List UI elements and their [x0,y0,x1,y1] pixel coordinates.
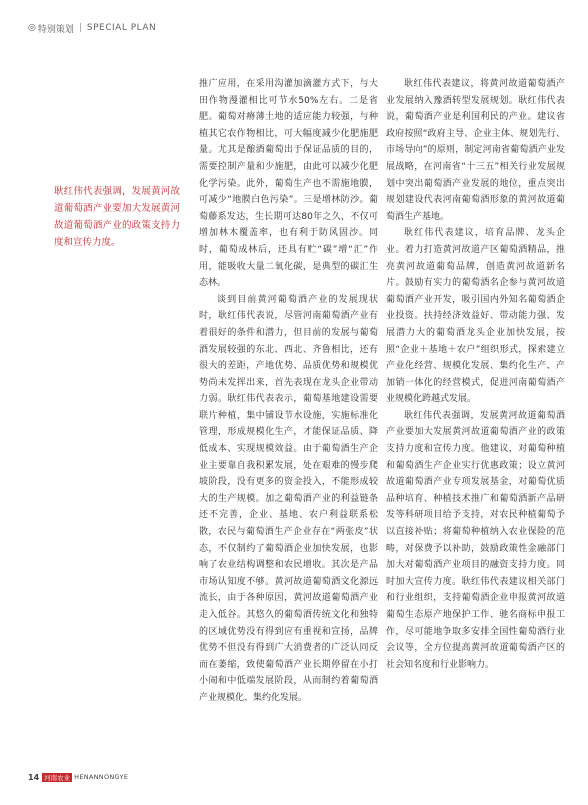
paragraph: 推广应用，在采用沟灌加滴灌方式下，与大田作物漫灌相比可节水50%左右。二是省肥。葡萄对瘠薄土地的适应能力较强，与种植其它农作物相比，可大幅度减少化肥施肥量。尤其是酿酒葡萄出于保证品质的目的，需要控制产量和少施肥，由此可以减少化肥化学污染。此外，葡萄生产也不需施地膜，可减少“地膜白色污染”。三是增林防沙。葡萄藤系发达，生长期可达80年之久，不仅可增加林木覆盖率，也有利于防风固沙。同时，葡萄成林后，还具有贮“碳”增“汇”作用，能吸收大量二氧化碳，是典型的碳汇生态林。 [199,79,378,289]
page-number: 14 [28,772,40,782]
section-title-cn: 特别策划 [37,24,74,35]
text-column-1 [199,76,378,707]
page-footer [28,771,128,783]
magazine-name-en: HENANNONGYE [74,773,129,781]
pull-quote: 耿红伟代表强调，发展黄河故道葡萄酒产业要加大发展黄河故道葡萄酒产业的政策支持力度和宣传力度。 [54,186,180,248]
text-column-2 [386,76,565,673]
page-header [28,20,156,36]
header-separator: | [78,23,82,33]
section-title-en: SPECIAL PLAN [86,23,157,33]
magazine-logo: 河南农业 [44,773,71,782]
paragraph: 耿红伟代表强调，发展黄河故道葡萄酒产业要加大发展黄河故道葡萄酒产业的政策支持力度和宣传力度。他建议，对葡萄种植和葡萄酒生产企业实行优惠政策；设立黄河故道葡萄酒产业专项发展基金，对葡萄优质品种培育、种植技术推广和葡萄酒新产品研发等科研项目给予支持，对农民种植葡萄予以直接补贴；将葡萄种植纳入农业保险的范畴，对保费予以补助，鼓励政策性金融部门加大对葡萄酒产业项目的融资支持力度。同时加大宣传力度。耿红伟代表建议相关部门和行业组织，支持葡萄酒企业申报黄河故道葡萄生态原产地保护工作、驰名商标申报工作，尽可能地争取多安排全国性葡萄酒行业会议等，全方位提高黄河故道葡萄酒产区的社会知名度和行业影响力。 [386,410,565,670]
paragraph: 耿红伟代表建议，培育品牌、龙头企业。着力打造黄河故道产区葡萄酒精品，推亮黄河故道葡萄品牌，创造黄河故道新名片。鼓励有实力的葡萄酒名企参与黄河故道葡萄酒产业开发，吸引国内外知名葡萄酒企业投资。扶持经济效益好、带动能力强、发展潜力大的葡萄酒龙头企业加快发展，按照“企业＋基地＋农户”组织形式，探索建立产业化经营、规模化发展、集约化生产、产加销一体化的经营模式，促进河南葡萄酒产业规模化跨越式发展。 [386,228,565,405]
target-icon: ◎ [28,23,36,33]
paragraph: 谈到目前黄河葡萄酒产业的发展现状时，耿红伟代表说，尽管河南葡萄酒产业有着很好的条件和潜力，但目前的发展与葡萄酒发展较强的东北、西北、齐鲁相比，还有很大的差距，产地优势、品质优势和规模优势尚未发挥出来，首先表现在龙头企业带动力弱。耿红伟代表表示，葡萄基地建设需要联片种植，集中铺设节水设施，实施标准化管理，形成规模化生产，才能保证品质、降低成本、实现规模效益。由于葡萄酒生产企业主要靠自我积累发展，处在艰难的慢步爬坡阶段，没有更多的资金投入，不能形成较大的生产规模。加之葡萄酒产业的利益链条还不完善，企业、基地、农户利益联系松散，农民与葡萄酒生产企业存在“两张皮”状态，不仅制约了葡萄酒企业加快发展，也影响了农业结构调整和农民增收。其次是产品市场认知度不够。黄河故道葡萄酒文化源远流长，由于各种原因，黄河故道葡萄酒产业走入低谷。其悠久的葡萄酒传统文化和独特的区域优势没有得到应有重视和宣扬，品牌优势不但没有得到广大消费者的广泛认同反而在萎缩，致使葡萄酒产业长期停留在小打小闹和中低端发展阶段，从而制约着葡萄酒产业规模化、集约化发展。 [199,294,378,703]
paragraph: 耿红伟代表建议，将黄河故道葡萄酒产业发展纳入豫酒转型发展规划。耿红伟代表说，葡萄酒产业是利国利民的产业。建议省政府按照“政府主导、企业主体、规划先行、市场导向”的原则，制定河南省葡萄酒产业发展战略，在河南省“十三五”相关行业发展规划中突出葡萄酒产业发展的地位，重点突出规划建设代表河南葡萄酒形象的黄河故道葡萄酒生产基地。 [386,79,565,222]
